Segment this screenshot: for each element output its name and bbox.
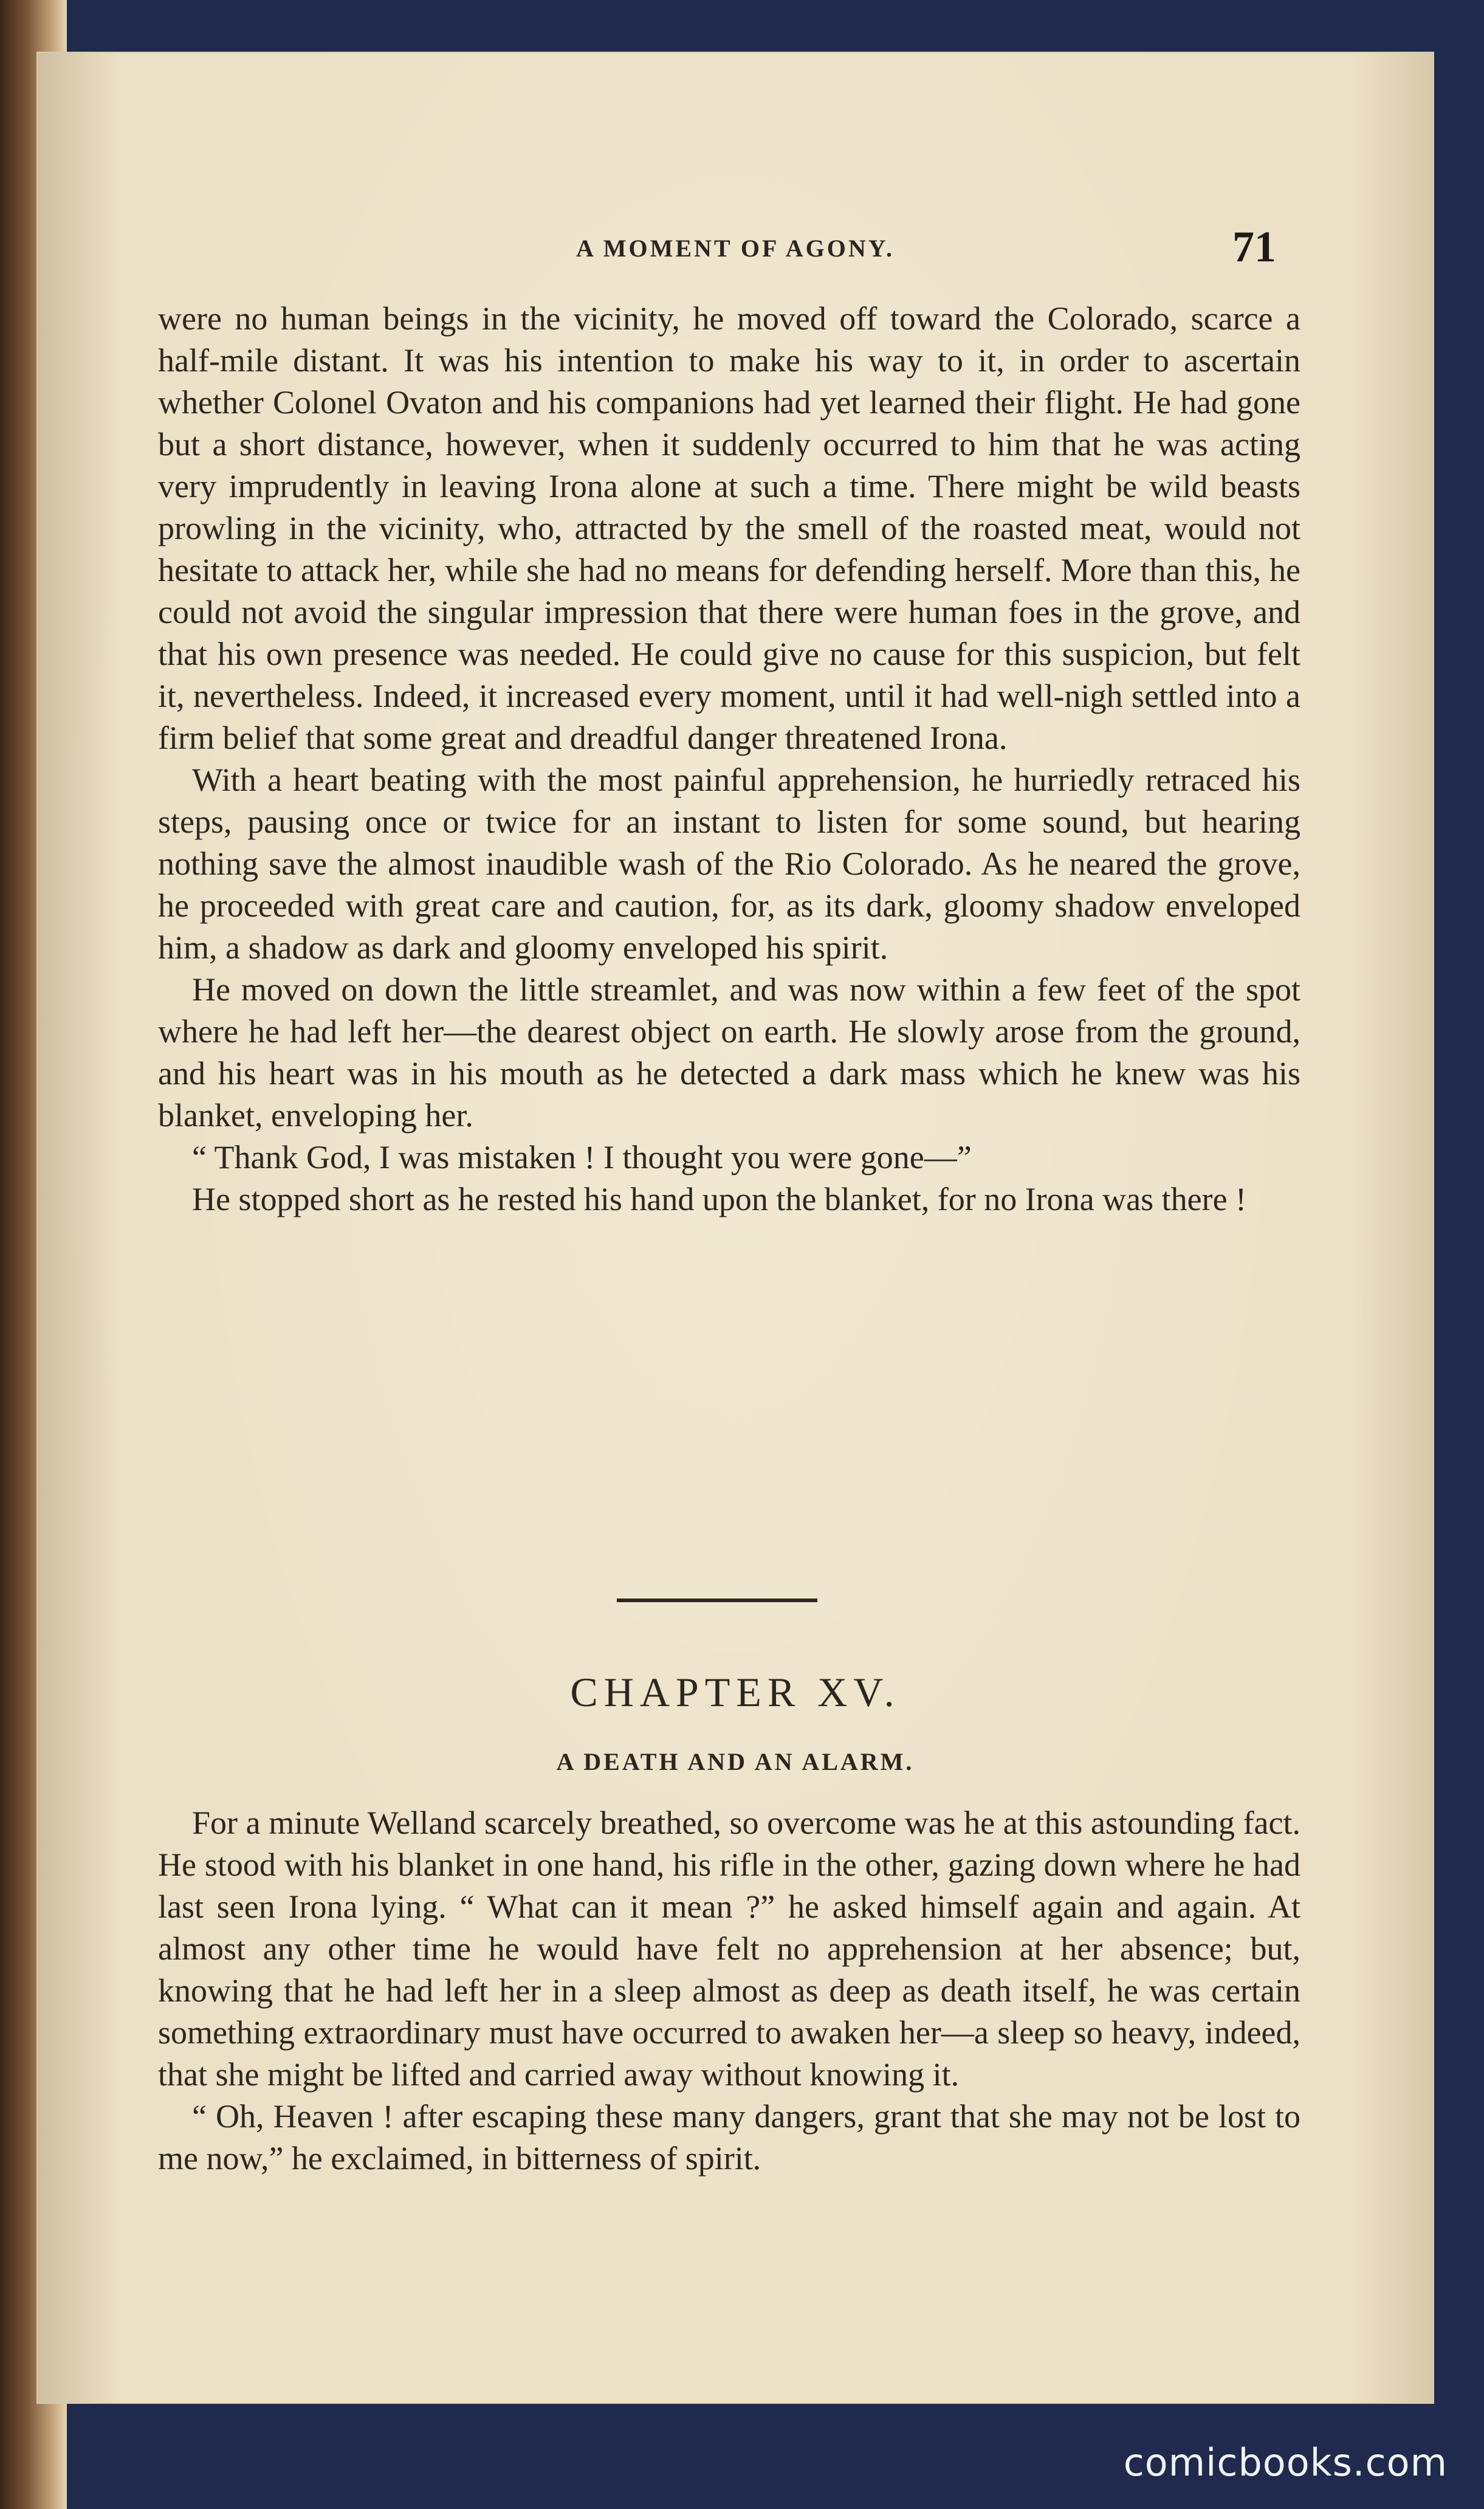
running-head: A MOMENT OF AGONY.	[576, 235, 895, 262]
page-header	[36, 198, 1434, 270]
paragraph: “ Oh, Heaven ! after escaping these many dangers, grant that she may not be lost to me now,” he exclaimed, in bitterness of spirit.	[158, 2098, 1300, 2177]
page-number: 71	[1232, 222, 1276, 271]
paragraph: For a minute Welland scarcely breathed, so overcome was he at this astounding fact. He stood with his blanket in one hand, his rifle in the other, gazing down where he had last seen Irona lying. “ What can it mean ?” he asked himself again and again. At almost any other time he would have felt no apprehension at her absence; but, knowing that he had left her in a sleep almost as deep as death itself, he was certain something extraordinary must have occurred to awaken her—a sleep so heavy, indeed, that she might be lifted and carried away without knowing it.	[158, 1805, 1300, 2093]
paragraph: With a heart beating with the most painful apprehension, he hurriedly retraced his steps, pausing once or twice for an instant to listen for some sound, but hearing nothing save the almost inaudible wash of the Rio Colorado. As he neared the grove, he proceeded with great care and caution, for, as its dark, gloomy shadow enveloped him, a shadow as dark and gloomy enveloped his spirit.	[158, 762, 1300, 966]
text-block-before-chapter	[158, 298, 1300, 1220]
section-divider	[617, 1599, 817, 1602]
chapter-title: CHAPTER XV.	[570, 1669, 901, 1715]
chapter-subtitle: A DEATH AND AN ALARM.	[556, 1748, 915, 1775]
paragraph: He moved on down the little streamlet, and was now within a few feet of the spot where he had left her—the dearest object on earth. He slowly arose from the ground, and his heart was in his mouth as he detected a dark mass which he knew was his blanket, enveloping her.	[158, 971, 1300, 1134]
book-page	[36, 52, 1434, 2404]
paragraph: “ Thank God, I was mistaken ! I thought you were gone—”	[192, 1139, 972, 1175]
watermark: comicbooks.com	[1123, 2440, 1448, 2485]
paragraph: were no human beings in the vicinity, he moved off toward the Colorado, scarce a half-mile distant. It was his intention to make his way to it, in order to ascertain whether Colonel Ovaton and his companions had yet learned their flight. He had gone but a short distance, however, when it suddenly occurred to him that he was acting very imprudently in leaving Irona alone at such a time. There might be wild beasts prowling in the vicinity, who, attracted by the smell of the roasted meat, would not hesitate to attack her, while she had no means for defending herself. More than this, he could not avoid the singular impression that there were human foes in the grove, and that his own presence was needed. He could give no cause for this suspicion, but felt it, nevertheless. Indeed, it increased every moment, until it had well-nigh settled into a firm belief that some great and dreadful danger threatened Irona.	[158, 300, 1300, 756]
paragraph: He stopped short as he rested his hand upon the blanket, for no Irona was there !	[192, 1181, 1247, 1217]
text-block-chapter	[158, 1802, 1300, 2180]
